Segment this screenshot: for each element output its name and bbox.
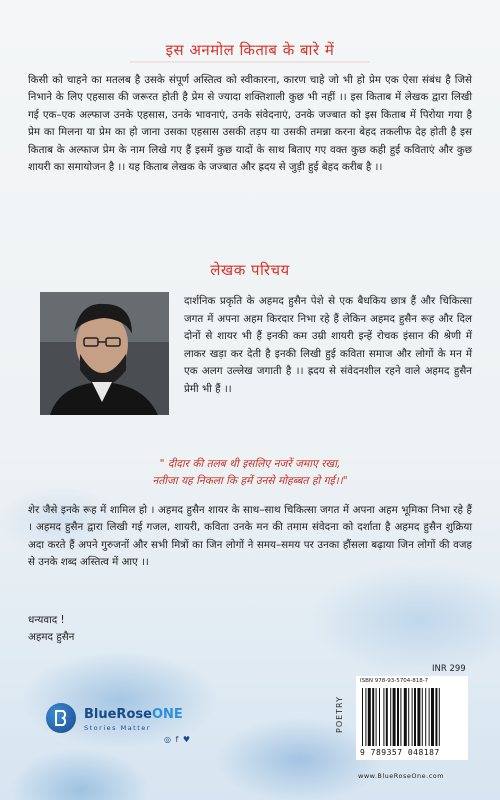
barcode-bar — [372, 688, 374, 746]
barcode-bar — [414, 688, 416, 746]
about-paragraph: किसी को चाहने का मतलब है उसके संपूर्ण अस्तित्व को स्वीकारना, कारण चाहे जो भी हो प्रेम एक ऐसा संबंध है जिसे निभाने के लिए एहसास की जरूरत होती है प्रेम से ज्यादा शक्तिशाली कुछ भी नहीं ।। इस किताब में लेखक द्वारा लिखी गई एक–एक अल्फाज उनके एहसास, उनके भावनाएं, उनके संवेदनाएं, उनके जज्बात को इस किताब में पिरोया गया है प्रेम का मिलना या प्रेम का हो जाना उसका एहसास उसकी तड़प या उसकी तमन्ना करना बेहद तकलीफ देह होती है इस किताब के अल्फाज प्रेम के नाम लिखे गए हैं इसमें कुछ यादों के साथ बिताए गए वक्त कुछ कही हुई कविताएं और कुछ शायरी का समायोजन है ।। यह किताब लेखक के जज्बात और ह्रदय से जुड़ी हुई बेहद करीब है ।। — [28, 74, 472, 174]
barcode-bar — [408, 688, 409, 746]
author-heading: लेखक परिचय — [210, 261, 290, 279]
barcode-bar — [412, 688, 413, 746]
barcode-bar — [365, 688, 366, 746]
genre-label: POETRY — [335, 696, 344, 734]
author-bio: दार्शनिक प्रकृति के अहमद हुसैन पेशे से एक बैधकिय छात्र हैं और चिकित्सा जगत में अपना अहम किरदार निभा रहे हैं लेकिन अहमद हुसैन रूह और दिल दोनों से शायर भी हैं इनकी कम उम्री शायरी इन्हें रोचक इंसान की श्रेणी में लाकर खड़ा कर देती है इनकी लिखी हुई कविता समाज और लोगों के मन में एक अलग उल्लेख जगाती है ।। ह्रदय से संवेदनशील रहने वाले अहमद हुसैन प्रेमी भी हैं ।। — [184, 295, 472, 395]
isbn-number: ISBN 978-93-5704-818-7 — [360, 678, 429, 684]
publisher-name-part2: ONE — [151, 707, 183, 722]
price-label: INR 299 — [432, 664, 466, 674]
barcode-bar — [386, 688, 388, 746]
barcode-bar — [400, 688, 401, 746]
thanks-text: धन्यवाद ! — [28, 614, 65, 626]
publisher-tagline: Stories Matter — [84, 724, 151, 732]
barcode-bar — [393, 688, 396, 746]
heading-decoration — [120, 30, 380, 70]
barcode-bar — [379, 688, 380, 746]
author-paragraph-2: शेर जैसे इनके रूह में शामिल हो । अहमद हुसैन शायर के साथ–साथ चिकित्सा जगत में अपना अहम भूमिका निभा रहे हैं । अहमद हुसैन द्वारा लिखी गई गजल, शायरी, कविता उनके मन की तमाम संवेदना को दर्शाता है अहमद हुसैन शुक्रिया अदा करते हैं अपने गुरुजनों और सभी मित्रों का जिन लोगों ने समय–समय पर उनका हौंसला बढ़ाया जिन लोगों की वजह से उनके शब्द अस्तित्व में आए ।। — [28, 504, 472, 569]
barcode-bar — [431, 688, 434, 746]
barcode-bar — [390, 688, 391, 746]
barcode-bar — [429, 688, 430, 746]
barcode-bar — [422, 688, 423, 746]
barcode-bar — [417, 688, 420, 746]
barcode-graphic — [362, 688, 462, 746]
barcode-bar — [435, 688, 437, 746]
barcode-bar — [397, 688, 399, 746]
publisher-name-part1: BlueRose — [84, 707, 152, 722]
publisher-name — [84, 707, 183, 722]
author-photo — [40, 292, 169, 415]
isbn-digits: 9 789357 048187 — [360, 748, 440, 757]
barcode-bar — [362, 688, 363, 746]
social-icons: ◎ f ♥ — [164, 735, 192, 744]
barcode-bar — [368, 688, 371, 746]
quote-line-2: नतीजा यह निकला कि हमें उनसे मोहब्बत हो गई।।" — [152, 475, 348, 487]
isbn-barcode — [356, 676, 468, 760]
quote-line-1: " दीदार की तलब थी इसलिए नजरें जमाए रखा, — [159, 458, 341, 470]
publisher-url: www.BlueRoseOne.com — [358, 772, 445, 780]
barcode-bar — [439, 688, 440, 746]
barcode-bar — [376, 688, 377, 746]
author-signature: अहमद हुसैन — [28, 631, 75, 643]
barcode-bar — [425, 688, 426, 746]
barcode-bar — [404, 688, 407, 746]
author-quote — [60, 456, 440, 490]
barcode-bar — [383, 688, 384, 746]
publisher-logo-icon — [46, 703, 76, 733]
about-heading: इस अनमोल किताब के बारे में — [165, 41, 335, 59]
